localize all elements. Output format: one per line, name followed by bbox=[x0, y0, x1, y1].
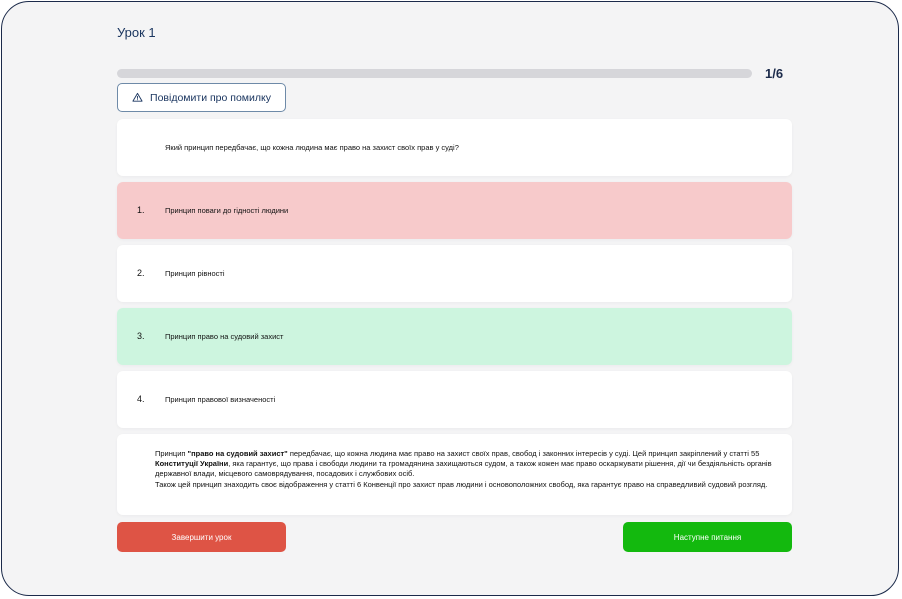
explanation-text: Принцип bbox=[155, 449, 188, 458]
explanation-highlight: Конституції України bbox=[155, 459, 229, 469]
explanation-paragraph-2: Також цей принцип знаходить своє відображення у статті 6 Конвенції про захист прав людини і основоположних свобод, яка гарантує право на справедливий судовий розгляд. bbox=[155, 479, 768, 489]
progress-label: 1/6 bbox=[765, 66, 784, 81]
report-error-button[interactable] bbox=[117, 83, 286, 112]
question-card bbox=[117, 119, 792, 176]
answer-option-3[interactable] bbox=[117, 308, 792, 365]
answer-text: Принцип рівності bbox=[165, 269, 225, 278]
answer-number: 4. bbox=[137, 394, 145, 404]
answer-option-2[interactable] bbox=[117, 245, 792, 302]
explanation-text: передбачає, що кожна людина має право на захист своїх прав, свобод і законних інтересів у суді. Цей принцип закріплений у статті 55 bbox=[287, 449, 760, 458]
answer-text: Принцип право на судовий захист bbox=[165, 332, 284, 341]
explanation-text: , яка гарантує, що права і свободи людини та громадянина захищаються судом, а також кожен має право оскаржувати рішення, дії чи бездіяльність органів державної влади, місцевого самоврядування, посадових і службових осіб. bbox=[155, 459, 772, 479]
explanation-highlight: "право на судовий захист" bbox=[187, 449, 288, 458]
explanation-paragraph-1 bbox=[155, 449, 772, 480]
finish-lesson-button[interactable]: Завершити урок bbox=[117, 522, 286, 552]
app-frame bbox=[1, 1, 899, 596]
question-text: Який принцип передбачає, що кожна людина має право на захист своїх прав у суді? bbox=[165, 143, 459, 152]
answer-text: Принцип поваги до гідності людини bbox=[165, 206, 289, 215]
lesson-title: Урок 1 bbox=[117, 25, 156, 40]
progress-bar bbox=[117, 69, 752, 78]
answer-option-1[interactable] bbox=[117, 182, 792, 239]
answer-number: 3. bbox=[137, 331, 145, 341]
next-question-button[interactable]: Наступне питання bbox=[623, 522, 792, 552]
answer-number: 1. bbox=[137, 205, 145, 215]
explanation-card bbox=[117, 434, 792, 515]
answer-option-4[interactable] bbox=[117, 371, 792, 428]
answer-number: 2. bbox=[137, 268, 145, 278]
answer-text: Принцип правової визначеності bbox=[165, 395, 276, 404]
warning-triangle-icon bbox=[132, 92, 143, 103]
report-error-label: Повідомити про помилку bbox=[150, 91, 271, 104]
